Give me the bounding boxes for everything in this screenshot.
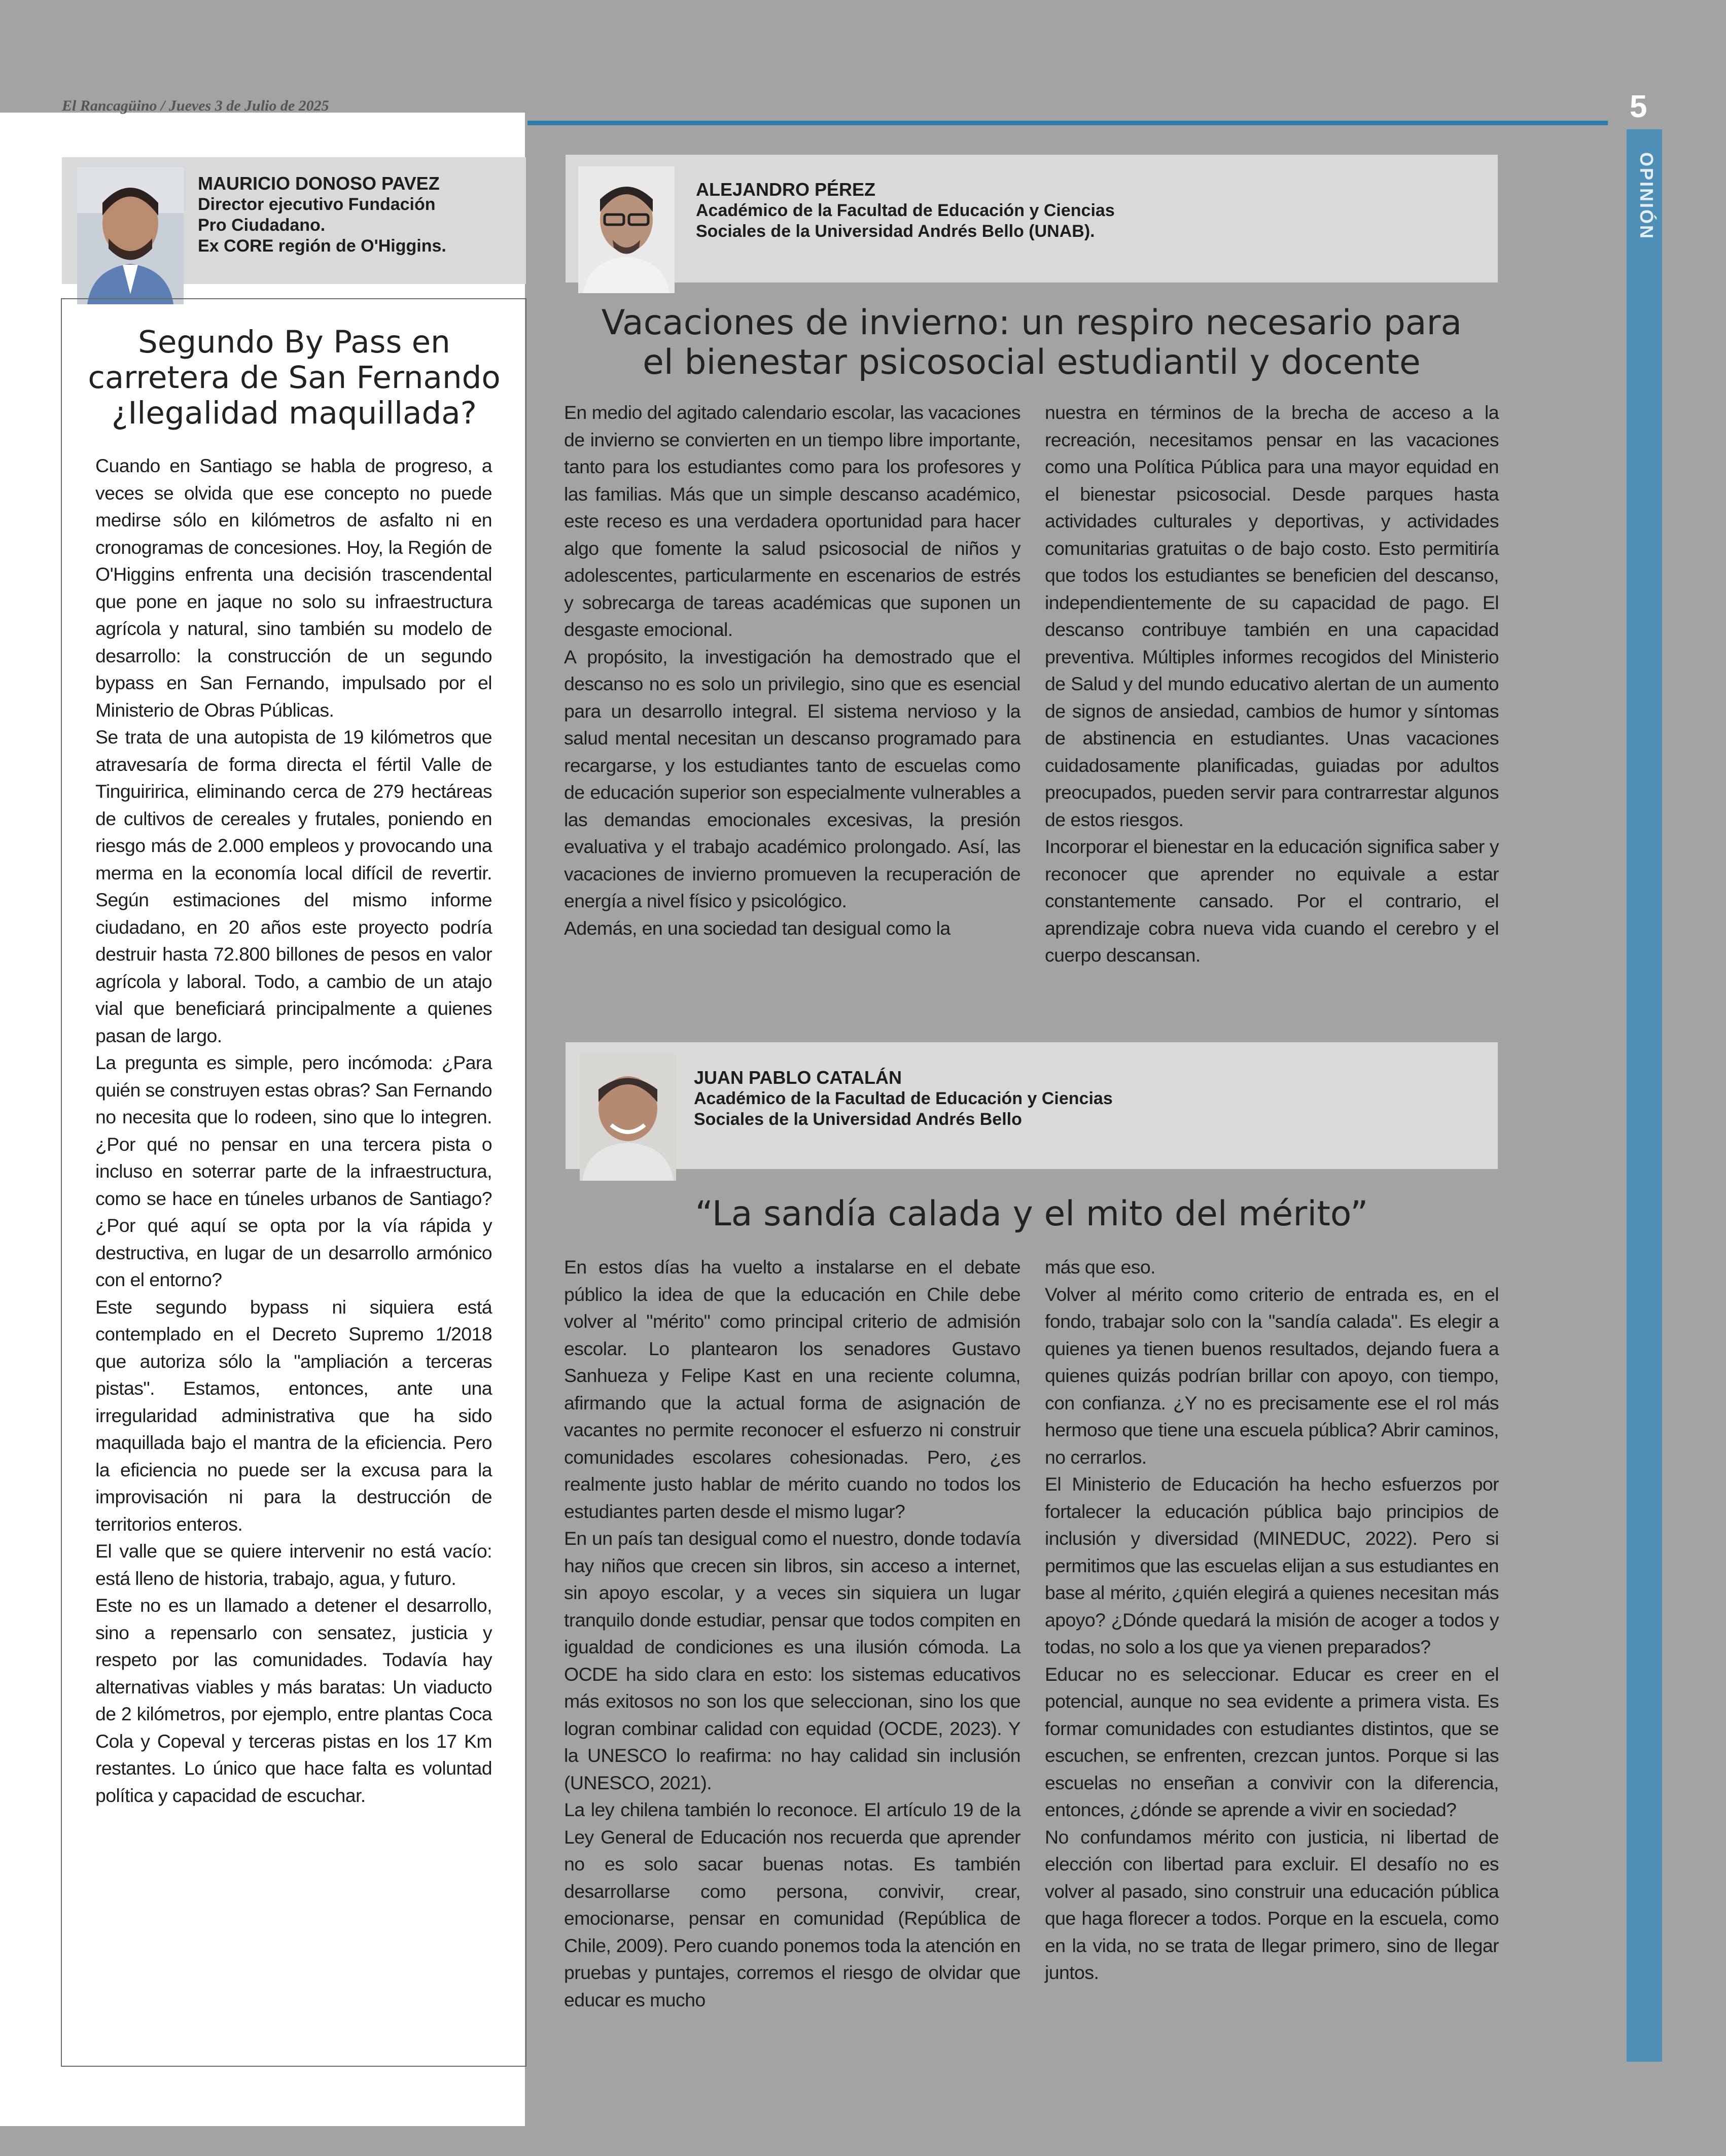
portrait-icon: [580, 1054, 676, 1181]
paragraph: No confundamos mérito con justicia, ni libertad de elección con libertad para excluir. El desafío no es volver al pasado, sino construir una educación pública que haga florecer a todos. Porque en la escuela, como en la vida, no se trata de llegar primero, sino de llegar juntos.: [1045, 1826, 1499, 1983]
paragraph: Volver al mérito como criterio de entrada es, en el fondo, trabajar solo con la "sandía calada". Es elegir a quienes ya tienen buenos resultados, dejando fuera a quienes quizás podrían brillar con apoyo, con tiempo, con confianza. ¿Y no es precisamente ese el rol más hermoso que tiene una escuela pública? Abrir caminos, no cerrarlos.: [1045, 1283, 1499, 1468]
paragraph: Educar no es seleccionar. Educar es creer en el potencial, aunque no sea evidente a primera vista. Es formar comunidades con estudiantes distintos, que se escuchen, se enfrenten, crezcan juntos. Porque si las escuelas no enseñan a convivir con la diferencia, entonces, ¿dónde se aprende a vivir en sociedad?: [1045, 1663, 1499, 1820]
paragraph: En estos días ha vuelto a instalarse en el debate público la idea de que la educación en Chile debe volver al "mérito" como principal criterio de admisión escolar. Lo plantearon los senadores Gustavo Sanhueza y Felipe Kast en una reciente columna, afirmando que la actual forma de asignación de vacantes no permite reconocer el esfuerzo ni construir comunidades escolares cohesionadas. Pero, ¿es realmente justo hablar de mérito cuando no todos los estudiantes parten desde el mismo lugar?: [564, 1256, 1020, 1522]
paragraph: El valle que se quiere intervenir no está vacío: está lleno de historia, trabajo, agua, y futuro.: [95, 1540, 492, 1589]
article-title-2: Vacaciones de invierno: un respiro necesario para el bienestar psicosocial estudiantil y docente: [601, 303, 1462, 383]
paragraph: Además, en una sociedad tan desigual como la: [564, 917, 950, 939]
paragraph: Este segundo bypass ni siquiera está contemplado en el Decreto Supremo 1/2018 que autoriza sólo la "ampliación a terceras pistas". Estamos, entonces, ante una irregularidad administrativa que ha sido maquillada bajo el mantra de la eficiencia. Pero la eficiencia no puede ser la excusa para la improvisación ni para la destrucción de territorios enteros.: [95, 1296, 492, 1535]
paragraph: El Ministerio de Educación ha hecho esfuerzos por fortalecer la educación pública bajo principios de inclusión y diversidad (MINEDUC, 2022). Pero si permitimos que las escuelas elijan a sus estudiantes en base al mérito, ¿quién elegirá a quienes necesitan más apoyo? ¿Dónde quedará la misión de acoger a todos y todas, no solo a los que ya vienen preparados?: [1045, 1473, 1499, 1657]
section-sidebar: [1627, 129, 1662, 2062]
article-body-2-col1: [564, 399, 1020, 942]
paragraph: Cuando en Santiago se habla de progreso, a veces se olvida que ese concepto no puede medirse sólo en kilómetros de asfalto ni en cronogramas de concesiones. Hoy, la Región de O'Higgins enfrenta una decisión trascendental que pone en jaque no solo su infraestructura agrícola y natural, sino también su modelo de desarrollo: la construcción de un segundo bypass en San Fernando, impulsado por el Ministerio de Obras Públicas.: [95, 455, 492, 721]
author-role-line: Sociales de la Universidad Andrés Bello (UNAB).: [696, 221, 1095, 241]
paragraph: nuestra en términos de la brecha de acceso a la recreación, necesitamos pensar en las vacaciones como una Política Pública para una mayor equidad en el bienestar psicosocial. Desde parques hasta actividades culturales y deportivas, y actividades comunitarias gratuitas o de bajo costo. Esto permitiría que todos los estudiantes se beneficien del descanso, independientemente de su capacidad de pago. El descanso contribuye también en una capacidad preventiva. Múltiples informes recogidos del Ministerio de Salud y del mundo educativo alertan de un aumento de signos de ansiedad, cambios de humor y síntomas de abstinencia en estudiantes. Unas vacaciones cuidadosamente planificadas, guiadas por adultos preocupados, pueden servir para contrarrestar algunos de estos riesgos.: [1045, 402, 1499, 830]
author-role-line: Sociales de la Universidad Andrés Bello: [694, 1109, 1022, 1129]
paragraph: La ley chilena también lo reconoce. El artículo 19 de la Ley General de Educación nos recuerda que aprender no es solo sacar buenas notas. Es también desarrollarse como persona, convivir, crear, emocionarse, pensar en comunidad (República de Chile, 2009). Pero cuando ponemos toda la atención en pruebas y puntajes, corremos el riesgo de olvidar que educar es mucho: [564, 1799, 1020, 2010]
masthead: El Rancagüino / Jueves 3 de Julio de 2025: [62, 97, 329, 114]
article-body-2-col2: [1045, 399, 1499, 969]
author-role-line: Pro Ciudadano.: [198, 215, 326, 235]
article-title-1: Segundo By Pass en carretera de San Fernando ¿Ilegalidad maquillada?: [88, 324, 501, 432]
author-photo-catalan: [580, 1054, 676, 1181]
paragraph: A propósito, la investigación ha demostrado que el descanso no es solo un privilegio, sino que es esencial para un desarrollo integral. El sistema nervioso y la salud mental necesitan un descanso programado para recargarse, y los estudiantes tanto de escuelas como de educación superior son especialmente vulnerables a las demandas emocionales excesivas, la presión evaluativa y el trabajo académico prolongado. Así, las vacaciones de invierno promueven la recuperación de energía a nivel físico y psicológico.: [564, 646, 1020, 911]
paragraph: En medio del agitado calendario escolar, las vacaciones de invierno se convierten en un tiempo libre importante, tanto para los estudiantes como para los profesores y las familias. Más que un simple descanso académico, este receso es una verdadera oportunidad para hacer algo que fomente la salud psicosocial de niños y adolescentes, particularmente en escenarios de estrés y sobrecarga de tareas académicas que suponen un desgaste emocional.: [564, 402, 1020, 640]
portrait-icon: [578, 166, 675, 293]
portrait-icon: [77, 167, 184, 304]
author-photo-perez: [578, 166, 675, 293]
author-info-perez: [696, 179, 1115, 242]
author-role-line: Académico de la Facultad de Educación y Ciencias: [694, 1089, 1113, 1109]
author-name: MAURICIO DONOSO PAVEZ: [198, 173, 440, 194]
page-number: 5: [1630, 89, 1647, 124]
paragraph: más que eso.: [1045, 1256, 1155, 1278]
article-body-3-col2: [1045, 1254, 1499, 1987]
article-body-1: [95, 452, 492, 1809]
author-photo-donoso: [77, 167, 184, 304]
article-body-3-col1: [564, 1254, 1020, 2013]
author-info-donoso: [198, 172, 446, 257]
section-label: OPINIÓN: [1636, 152, 1657, 240]
author-role-line: Ex CORE región de O'Higgins.: [198, 236, 446, 256]
author-role-line: Académico de la Facultad de Educación y Ciencias: [696, 201, 1115, 221]
author-role-line: Director ejecutivo Fundación: [198, 195, 436, 215]
paragraph: Este no es un llamado a detener el desarrollo, sino a repensarlo con sensatez, justicia y respeto por las comunidades. Todavía hay alternativas viables y más baratas: Un viaducto de 2 kilómetros, por ejemplo, entre plantas Coca Cola y Copeval y terceras pistas en los 17 Km restantes. Lo único que hace falta es voluntad política y capacidad de escuchar.: [95, 1595, 492, 1806]
paragraph: Se trata de una autopista de 19 kilómetros que atravesaría de forma directa el fértil Valle de Tinguiririca, eliminando cerca de 279 hectáreas de cultivos de cereales y frutales, poniendo en riesgo más de 2.000 empleos y provocando una merma en la economía local difícil de revertir. Según estimaciones del mismo informe ciudadano, en 20 años este proyecto podría destruir hasta 72.800 billones de pesos en valor agrícola y laboral. Todo, a cambio de un atajo vial que beneficiará principalmente a quienes pasan de largo.: [95, 726, 492, 1046]
paragraph: Incorporar el bienestar en la educación significa saber y reconocer que aprender no equivale a estar constantemente cansado. Por el contrario, el aprendizaje cobra nueva vida cuando el cerebro y el cuerpo descansan.: [1045, 836, 1499, 966]
header-rule: [527, 121, 1608, 125]
article-title-3: “La sandía calada y el mito del mérito”: [695, 1194, 1368, 1234]
paragraph: La pregunta es simple, pero incómoda: ¿Para quién se construyen estas obras? San Fernando no necesita que lo rodeen, sino que lo integren. ¿Por qué no pensar en una tercera pista o incluso en soterrar parte de la infraestructura, como se hace en túneles urbanos de Santiago? ¿Por qué aquí se opta por la vía rápida y destructiva, en lugar de un desarrollo armónico con el entorno?: [95, 1052, 492, 1290]
author-info-catalan: [694, 1067, 1113, 1130]
paragraph: En un país tan desigual como el nuestro, donde todavía hay niños que crecen sin libros, sin acceso a internet, sin apoyo escolar, y a veces sin siquiera un lugar tranquilo donde estudiar, pensar que todos compiten en igualdad de condiciones es una ilusión cómoda. La OCDE ha sido clara en esto: los sistemas educativos más exitosos no son los que seleccionan, sino los que logran combinar calidad con equidad (OCDE, 2023). Y la UNESCO lo reafirma: no hay calidad sin inclusión (UNESCO, 2021).: [564, 1528, 1020, 1793]
author-name: ALEJANDRO PÉREZ: [696, 179, 876, 200]
author-name: JUAN PABLO CATALÁN: [694, 1067, 902, 1088]
